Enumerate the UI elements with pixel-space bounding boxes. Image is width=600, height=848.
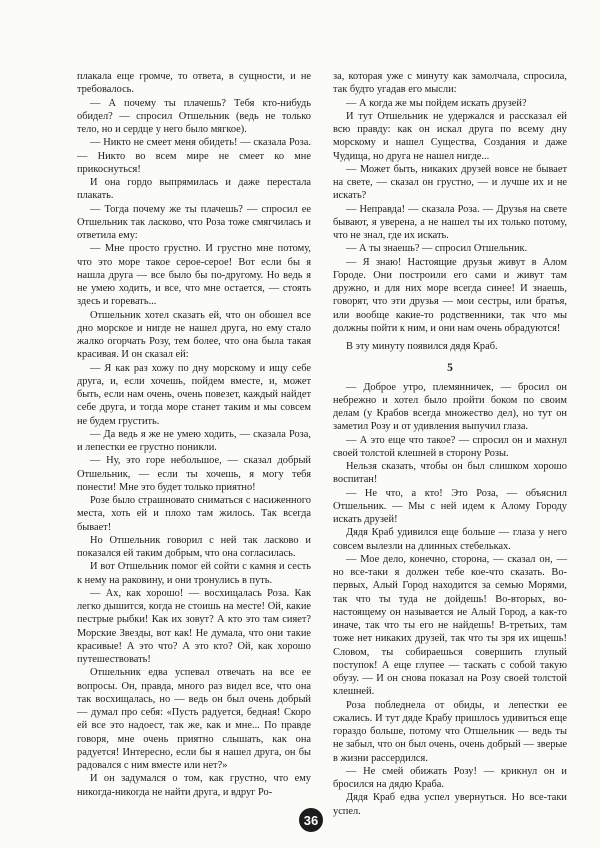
paragraph: — Тогда почему же ты плачешь? — спросил ее Отшельник так ласково, что Роза тоже смягчилась и ответила ему: <box>77 203 311 241</box>
paragraph: И он задумался о том, как грустно, что ему никогда-никогда не найти друга, и вдруг Ро- <box>77 773 311 798</box>
paragraph: — А ты знаешь? — спросил Отшельник. <box>346 243 528 255</box>
paragraph: И она гордо выпрямилась и даже перестала плакать. <box>77 177 311 202</box>
paragraph: Дядя Краб едва успел увернуться. Но все-таки успел. <box>333 792 567 817</box>
paragraph: Но Отшельник говорил с ней так ласково и показался ей таким добрым, что она согласилась. <box>77 534 311 559</box>
paragraph: — Да ведь я же не умею ходить, — сказала Роза, и лепестки ее грустно поникли. <box>77 428 311 453</box>
paragraph: — Ах, как хорошо! — восхищалась Роза. Как легко дышится, когда не стоишь на месте! Ой, какие пестрые рыбки! Как их зовут? А кто это там сияет? Морские Звезды, вот как! Не думала, что они такие красивые! А это что? А это кто? Ой, как хорошо путешествовать! <box>77 587 311 665</box>
paragraph: — Доброе утро, племянничек, — бросил он небрежно и хотел было пройти боком по своим делам (у Крабов всегда множество дел), но тут он заметил Розу и от удивления выпучил глаза. <box>333 381 567 433</box>
paragraph: за, которая уже с минуту как замолчала, спросила, так будто угадав его мысли: <box>333 71 567 96</box>
paragraph: — Я знаю! Настоящие друзья живут в Алом Городе. Они построили его сами и живут там дружно, и для них море всегда синее! И знаешь, говорят, что эти друзья — мои сестры, или братья, или вообще какие-то родственники, так что мы должны пойти к ним, и они нам очень обрадуются! <box>333 256 567 334</box>
right-column <box>333 70 567 818</box>
paragraph: Розе было страшновато сниматься с насиженного места, хоть ей и плохо там жилось. Так всегда бывает! <box>77 495 311 533</box>
paragraph: — А почему ты плачешь? Тебя кто-нибудь обидел? — спросил Отшельник (ведь не только тело, но и сердце у него было мягкое). <box>77 97 311 135</box>
paragraph: — Мне просто грустно. И грустно мне потому, что это море такое серое-серое! Вот если бы я нашла друга — все было бы по-другому. Но ведь я не умею ходить, и все, что мне остается, — стоять здесь и горевать... <box>77 243 311 308</box>
paragraph: Роза побледнела от обиды, и лепестки ее сжались. И тут дяде Крабу пришлось удивиться еще гораздо больше, потому что Отшельник — ведь ты не забыл, что он был очень, очень добрый — зверые в жизни рассердился. <box>333 699 567 764</box>
section-number: 5 <box>447 362 453 375</box>
paragraph: В эту минуту появился дядя Краб. <box>346 341 498 352</box>
paragraph: — Ну, это горе небольшое, — сказал добрый Отшельник, — если ты хочешь, я могу тебя понести! Мне это будет только приятно! <box>77 455 311 493</box>
paragraph: Отшельник едва успевал отвечать на все ее вопросы. Он, правда, много раз видел все, что она так восхищалась, но — ведь он был очень добрый — думал про себя: «Пусть радуется, бедная! Скоро ей все это надоест, так же, как и мне... По правде говоря, мне очень приятно слышать, как она радуется! Интересно, если бы я нашел друга, он бы радовался с ним вместе или нет?» <box>77 667 311 771</box>
left-column <box>77 70 311 799</box>
paragraph: — Может быть, никаких друзей вовсе не бывает на свете, — сказал он грустно, — и лучше их и не искать? <box>333 163 567 202</box>
paragraph: — Мое дело, конечно, сторона, — сказал он, — но все-таки я должен тебе кое-что сказать. Во-первых, Алый Город находится за семью Морями, так что ты туда не дойдешь! Во-вторых, во-настоящему он называется не Алый Город, а как-то иначе, так что ты его не найдешь! В-третьих, там тоже нет никаких друзей, так что ты зря их ищешь! Словом, ты собираешься совершить глупый поступок! А еще глупее — таскать с собой такую обузу. — И он снова показал на Розу своей толстой клешней. <box>333 553 567 698</box>
paragraph: — Неправда! — сказала Роза. — Друзья на свете бывают, я уверена, а не нашел ты их только потому, что не знал, где их искать. <box>333 203 567 241</box>
paragraph: — Никто не смеет меня обидеть! — сказала Роза. — Никто во всем мире не смеет ко мне прикоснуться! <box>77 137 311 175</box>
paragraph: Нельзя сказать, чтобы он был слишком хорошо воспитан! <box>333 461 567 486</box>
paragraph: И вот Отшельник помог ей сойти с камня и сесть к нему на раковину, и они тронулись в путь. <box>77 561 311 586</box>
paragraph: Дядя Краб удивился еще больше — глаза у него совсем вылезли на длинных стебельках. <box>333 527 567 552</box>
paragraph: — Я как раз хожу по дну морскому и ищу себе друга, и, если хочешь, пойдем вместе, и, может быть, если нам очень, очень повезет, каждый найдет себе друга, и тогда море станет таким и мы совсем не будем грустить. <box>77 362 311 427</box>
page-number: 36 <box>299 808 323 832</box>
paragraph: — А когда же мы пойдем искать друзей? <box>346 97 527 109</box>
paragraph: Отшельник хотел сказать ей, что он обошел все дно морское и нигде не нашел друга, но ему стало жалко огорчать Розу, тем более, что она была такая красивая. И он сказал ей: <box>77 309 311 361</box>
paragraph: — Не что, а кто! Это Роза, — объяснил Отшельник. — Мы с ней идем к Алому Городу искать друзей! <box>333 487 567 525</box>
paragraph: — Не смей обижать Розу! — крикнул он и бросился на дядю Краба. <box>333 765 567 790</box>
paragraph: — А это еще что такое? — спросил он и махнул своей толстой клешней в сторону Розы. <box>333 434 567 459</box>
paragraph: И тут Отшельник не удержался и рассказал ей всю правду: как он искал друга по всему дну морскому и нашел Существа, Создания и даже Чудища, но друга не нашел нигде... <box>333 110 567 162</box>
paragraph: плакала еще громче, то ответа, в сущности, и не требовалось. <box>77 71 311 96</box>
